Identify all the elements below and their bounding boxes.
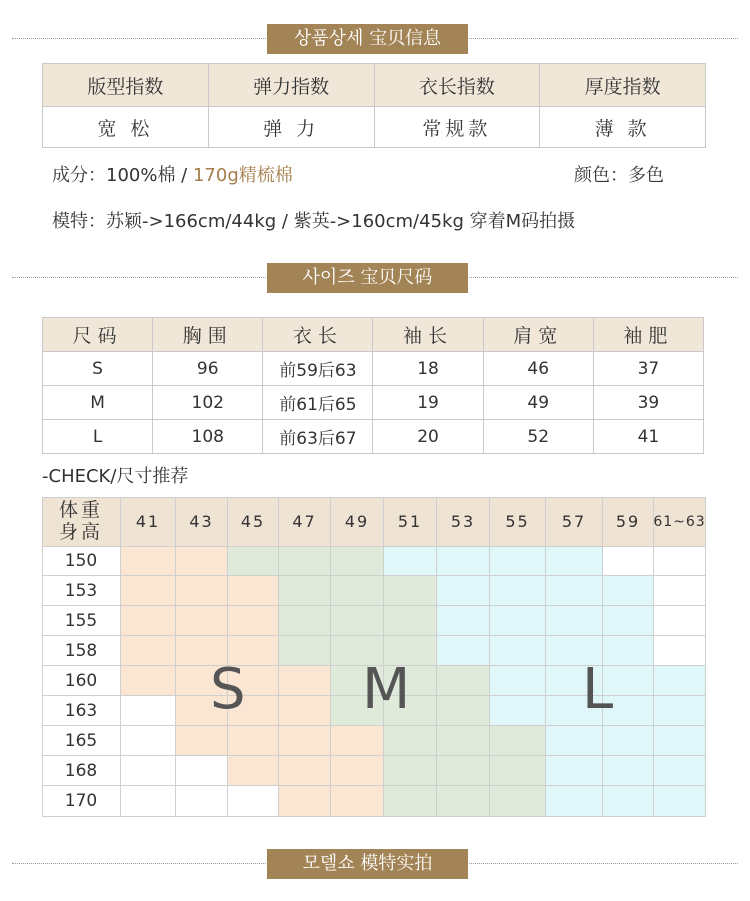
size-cell: 前63后67 [263, 420, 373, 454]
grid-cell-l [437, 576, 490, 606]
grid-cell-m [331, 547, 384, 576]
grid-cell-m [279, 606, 331, 636]
grid-cell-l [384, 547, 437, 576]
size-cell: 37 [593, 352, 703, 386]
material-info [52, 161, 293, 187]
grid-cell-s [121, 606, 176, 636]
corner-weight-label: 体重 [58, 499, 103, 521]
grid-cell-w [176, 756, 228, 786]
height-row-label: 153 [42, 576, 121, 606]
grid-cell-l [603, 576, 654, 606]
grid-cell-w [121, 726, 176, 756]
grid-cell-l [654, 696, 706, 726]
grid-cell-s [121, 666, 176, 696]
grid-cell-s [121, 547, 176, 576]
grid-cell-m [384, 756, 437, 786]
grid-cell-w [654, 576, 706, 606]
index-header: 版型指数 [43, 64, 209, 107]
weight-header: 57 [546, 497, 603, 547]
grid-cell-l [546, 576, 603, 606]
size-header: 袖长 [373, 318, 483, 352]
grid-cell-l [437, 606, 490, 636]
height-row-label: 155 [42, 606, 121, 636]
grid-cell-l [437, 636, 490, 666]
table-row [43, 420, 704, 454]
size-cell: 41 [593, 420, 703, 454]
grid-cell-m [490, 786, 546, 817]
grid-cell-s [228, 756, 279, 786]
size-cell: M [43, 386, 153, 420]
weight-header: 43 [176, 497, 228, 547]
grid-cell-l [546, 547, 603, 576]
grid-cell-s [228, 576, 279, 606]
grid-cell-l [603, 606, 654, 636]
grid-cell-l [546, 726, 603, 756]
weight-header: 47 [279, 497, 331, 547]
height-row-label: 168 [42, 756, 121, 786]
grid-cell-m [279, 636, 331, 666]
grid-cell-s [279, 786, 331, 817]
grid-cell-l [603, 756, 654, 786]
grid-cell-l [490, 636, 546, 666]
section-title-size: 사이즈 宝贝尺码 [267, 263, 468, 293]
size-cell: 前61后65 [263, 386, 373, 420]
grid-cell-l [654, 726, 706, 756]
grid-cell-s [331, 756, 384, 786]
grid-cell-w [121, 696, 176, 726]
size-l-label: L [582, 657, 614, 722]
grid-cell-l [546, 756, 603, 786]
size-cell: S [43, 352, 153, 386]
index-value: 弹 力 [208, 107, 374, 148]
grid-cell-s [176, 547, 228, 576]
size-header: 衣长 [263, 318, 373, 352]
grid-cell-m [228, 547, 279, 576]
grid-cell-s [331, 726, 384, 756]
grid-cell-s [121, 636, 176, 666]
grid-cell-l [546, 606, 603, 636]
height-row-label: 170 [42, 786, 121, 817]
grid-cell-m [437, 756, 490, 786]
grid-cell-l [546, 786, 603, 817]
index-value: 薄 款 [540, 107, 706, 148]
size-cell: 108 [153, 420, 263, 454]
grid-cell-l [654, 756, 706, 786]
weight-header: 41 [121, 497, 176, 547]
grid-cell-l [490, 606, 546, 636]
grid-cell-s [279, 756, 331, 786]
grid-cell-s [228, 726, 279, 756]
grid-cell-s [176, 726, 228, 756]
grid-cell-l [490, 666, 546, 696]
height-row-label: 160 [42, 666, 121, 696]
grid-cell-s [176, 606, 228, 636]
section-title-detail: 상품상세 宝贝信息 [267, 24, 468, 54]
grid-cell-w [121, 786, 176, 817]
index-value: 常规款 [374, 107, 540, 148]
grid-cell-m [384, 606, 437, 636]
color-info: 颜色：多色 [574, 165, 664, 186]
grid-cell-m [331, 576, 384, 606]
grid-cell-w [176, 786, 228, 817]
grid-cell-w [654, 606, 706, 636]
grid-cell-s [279, 696, 331, 726]
weight-header: 53 [437, 497, 490, 547]
section-header-model [0, 849, 750, 879]
check-title: -CHECK/尺寸推荐 [42, 466, 189, 487]
fit-index-table [42, 63, 706, 148]
size-cell: 19 [373, 386, 483, 420]
grid-cell-s [176, 576, 228, 606]
corner-height-label: 身高 [58, 521, 103, 543]
height-row-label: 163 [42, 696, 121, 726]
height-row-label: 150 [42, 547, 121, 576]
grid-cell-m [437, 696, 490, 726]
grid-cell-w [603, 547, 654, 576]
height-row-label: 165 [42, 726, 121, 756]
weight-header: 51 [384, 497, 437, 547]
index-value: 宽 松 [43, 107, 209, 148]
grid-cell-l [603, 786, 654, 817]
size-cell: 46 [483, 352, 593, 386]
grid-cell-m [384, 786, 437, 817]
grid-cell-m [279, 547, 331, 576]
weight-header: 45 [228, 497, 279, 547]
grid-cell-s [228, 606, 279, 636]
grid-cell-m [490, 756, 546, 786]
index-header: 弹力指数 [208, 64, 374, 107]
grid-cell-l [490, 576, 546, 606]
table-row [43, 386, 704, 420]
size-cell: 前59后63 [263, 352, 373, 386]
grid-cell-w [654, 547, 706, 576]
grid-cell-s [279, 666, 331, 696]
grid-cell-l [490, 696, 546, 726]
index-header: 衣长指数 [374, 64, 540, 107]
index-header: 厚度指数 [540, 64, 706, 107]
grid-cell-w [121, 756, 176, 786]
grid-cell-m [437, 726, 490, 756]
size-cell: L [43, 420, 153, 454]
grid-cell-w [228, 786, 279, 817]
weight-header: 55 [490, 497, 546, 547]
size-header: 尺码 [43, 318, 153, 352]
grid-cell-m [437, 786, 490, 817]
grid-corner [42, 497, 121, 547]
size-cell: 49 [483, 386, 593, 420]
weight-header: 49 [331, 497, 384, 547]
height-row-label: 158 [42, 636, 121, 666]
grid-cell-m [490, 726, 546, 756]
material-highlight: 170g精梳棉 [192, 165, 293, 186]
size-cell: 96 [153, 352, 263, 386]
weight-header: 61~63 [654, 497, 706, 547]
grid-cell-m [384, 726, 437, 756]
size-cell: 18 [373, 352, 483, 386]
section-header-size [0, 263, 750, 293]
size-m-label: M [362, 657, 411, 722]
size-cell: 39 [593, 386, 703, 420]
section-header-detail [0, 24, 750, 54]
grid-cell-l [654, 666, 706, 696]
grid-cell-l [437, 547, 490, 576]
size-header: 胸围 [153, 318, 263, 352]
weight-header: 59 [603, 497, 654, 547]
size-cell: 102 [153, 386, 263, 420]
grid-cell-l [654, 786, 706, 817]
grid-cell-s [331, 786, 384, 817]
size-cell: 20 [373, 420, 483, 454]
grid-cell-l [490, 547, 546, 576]
grid-cell-m [384, 576, 437, 606]
grid-cell-s [279, 726, 331, 756]
table-row [43, 352, 704, 386]
section-title-model: 모델쇼 模特实拍 [267, 849, 468, 879]
size-cell: 52 [483, 420, 593, 454]
grid-cell-w [654, 636, 706, 666]
grid-cell-m [279, 576, 331, 606]
size-table [42, 317, 704, 454]
size-s-label: S [210, 657, 246, 722]
size-header: 肩宽 [483, 318, 593, 352]
grid-cell-m [331, 606, 384, 636]
size-recommendation-grid [42, 497, 706, 817]
size-header: 袖肥 [593, 318, 703, 352]
grid-cell-l [603, 726, 654, 756]
grid-cell-s [121, 576, 176, 606]
grid-cell-m [437, 666, 490, 696]
model-info: 模特：苏颖->166cm/44kg / 紫英->160cm/45kg 穿着M码拍摄 [52, 211, 576, 232]
material-text: 成分：100%棉 / [52, 165, 193, 186]
